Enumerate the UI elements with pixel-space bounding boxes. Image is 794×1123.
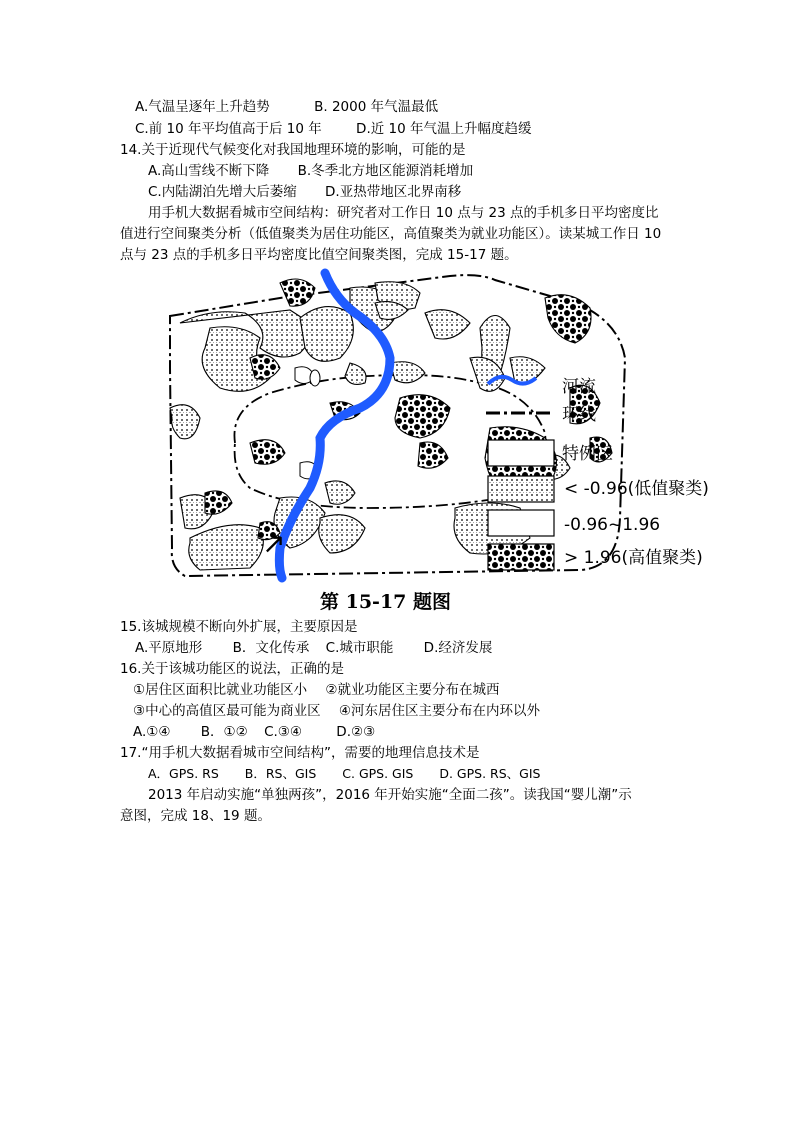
q16-statement-2: ②就业功能区主要分布在城西 (325, 682, 500, 698)
q16-stem: 16.关于该城功能区的说法，正确的是 (120, 661, 344, 677)
q17-option-c[interactable]: C. GPS. GIS (342, 766, 414, 781)
q13-options-row1 (135, 97, 438, 117)
intro-line-2: 值进行空间聚类分析（低值聚类为居住功能区，高值聚类为就业功能区）。读某城工作日 10 (120, 226, 662, 242)
legend-high-label: > 1.96(高值聚类) (564, 548, 703, 568)
legend-river-label: 河流 (562, 377, 596, 397)
q15-option-a[interactable]: A.平原地形 (135, 640, 203, 656)
q16-statements-row1 (133, 680, 500, 700)
q13-option-c[interactable]: C.前 10 年平均值高于后 10 年 (135, 121, 322, 137)
legend-special-label: 特例区 (562, 444, 613, 464)
q15-stem: 15.该城规模不断向外扩展，主要原因是 (120, 619, 358, 635)
q14-options-row2 (148, 182, 461, 202)
q16-statement-1: ①居住区面积比就业功能区小 (133, 682, 308, 698)
q15-options (135, 638, 492, 658)
q14-option-a[interactable]: A.高山雪线不断下降 (148, 163, 270, 179)
legend-low-swatch (488, 476, 554, 502)
q16-statements-row2 (133, 701, 540, 721)
q17-option-a[interactable]: A．GPS. RS (148, 766, 219, 781)
q15-option-c[interactable]: C.城市职能 (325, 640, 394, 656)
q14-option-b[interactable]: B.冬季北方地区能源消耗增加 (297, 163, 474, 179)
q13-option-d[interactable]: D.近 10 年气温上升幅度趋缓 (356, 121, 532, 137)
q16-statement-4: ④河东居住区主要分布在内环以外 (338, 703, 541, 719)
legend-special-swatch (488, 440, 554, 466)
legend-mid-label: -0.96~1.96 (564, 515, 661, 535)
q17-stem: 17.“用手机大数据看城市空间结构”，需要的地理信息技术是 (120, 745, 480, 761)
intro-line-1: 用手机大数据看城市空间结构：研究者对工作日 10 点与 23 点的手机多日平均密度比 (148, 205, 659, 221)
q13-option-b[interactable]: B. 2000 年气温最低 (314, 99, 439, 115)
q17-options (148, 764, 540, 784)
north-arrow: ↗ (262, 527, 286, 560)
q16-statement-3: ③中心的高值区最可能为商业区 (133, 703, 321, 719)
q14-option-c[interactable]: C.内陆湖泊先增大后萎缩 (148, 184, 297, 200)
q16-options (133, 722, 375, 742)
figure-caption: 第 15-17 题图 (320, 591, 451, 613)
q14-stem: 14.关于近现代气候变化对我国地理环境的影响，可能的是 (120, 142, 466, 158)
q14-options-row1 (148, 161, 473, 181)
q16-option-d[interactable]: D.②③ (336, 724, 376, 740)
city-cluster-map (150, 268, 715, 588)
q13-options-row2 (135, 119, 532, 139)
q16-option-a[interactable]: A.①④ (133, 724, 171, 740)
q17-option-b[interactable]: B．RS、GIS (244, 766, 317, 781)
q16-option-c[interactable]: C.③④ (264, 724, 302, 740)
q13-option-a[interactable]: A.气温呈逐年上升趋势 (135, 99, 270, 115)
q15-option-b[interactable]: B．文化传承 (232, 640, 310, 656)
legend-low-label: < -0.96(低值聚类) (564, 479, 709, 499)
legend-ring-label: 环线 (562, 405, 596, 425)
intro-line-3: 点与 23 点的手机多日平均密度比值空间聚类图，完成 15-17 题。 (120, 247, 518, 263)
q14-option-d[interactable]: D.亚热带地区北界南移 (325, 184, 462, 200)
legend-mid-swatch (488, 510, 554, 536)
q18-intro-line-2: 意图，完成 18、19 题。 (120, 808, 271, 824)
q16-option-b[interactable]: B．①② (200, 724, 248, 740)
q15-option-d[interactable]: D.经济发展 (423, 640, 493, 656)
q18-intro-line-1: 2013 年启动实施“单独两孩”，2016 年开始实施“全面二孩”。读我国“婴儿潮”示 (148, 787, 632, 803)
q17-option-d[interactable]: D. GPS. RS、GIS (439, 766, 541, 781)
legend-high-swatch (488, 544, 554, 570)
